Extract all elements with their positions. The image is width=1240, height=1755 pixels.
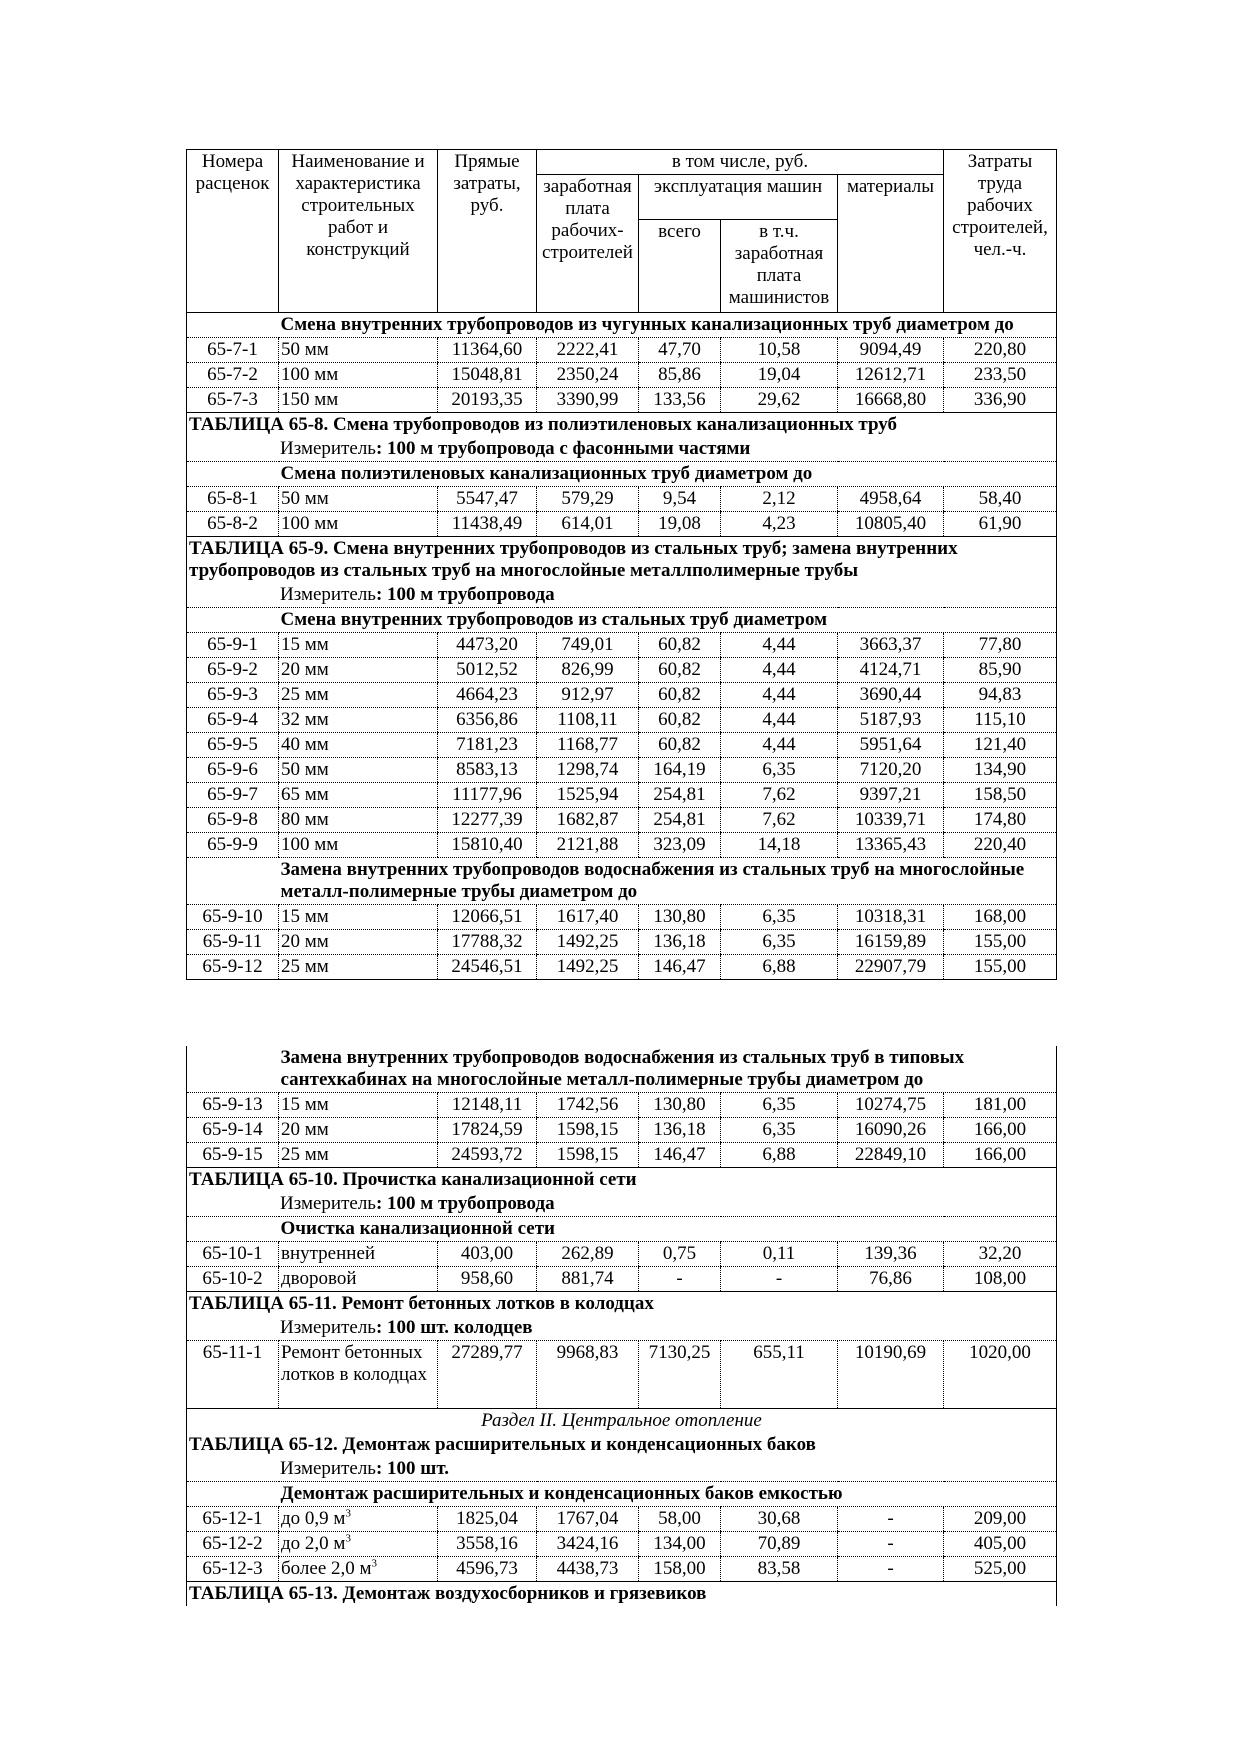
table-row: 65-9-10 15 мм 12066,51 1617,40 130,80 6,35 10318,31 168,00	[187, 905, 1057, 930]
table-title: ТАБЛИЦА 65-10. Прочистка канализационной сети	[187, 1168, 1057, 1193]
header-wages: заработная плата рабочих-строителей	[537, 175, 639, 313]
table-row: 65-9-1 15 мм 4473,20 749,01 60,82 4,44 3663,37 77,80	[187, 633, 1057, 658]
header-name: Наименование и характеристика строительных работ и конструкций	[279, 150, 438, 313]
meter-line: Измеритель: 100 м трубопровода	[187, 583, 1057, 608]
group-title: Замена внутренних трубопроводов водоснабжения из стальных труб на многослойные металл-полимерные трубы диаметром до	[279, 858, 1057, 905]
header-direct-costs: Прямые затраты, руб.	[438, 150, 537, 313]
table-row: 65-12-2 до 2,0 $м^3$ 3558,16 3424,16 134,00 70,89 - 405,00	[187, 1532, 1057, 1557]
header-including: в том числе, руб.	[537, 150, 944, 175]
header-labor: Затраты труда рабочих строителей, чел.-ч.	[944, 150, 1057, 313]
table-row: 65-9-15 25 мм 24593,72 1598,15 146,47 6,88 22849,10 166,00	[187, 1143, 1057, 1168]
rates-table-page-2	[186, 1046, 1057, 1606]
table-row: 65-9-9 100 мм 15810,40 2121,88 323,09 14,18 13365,43 220,40	[187, 833, 1057, 858]
table-row: 65-9-8 80 мм 12277,39 1682,87 254,81 7,62 10339,71 174,80	[187, 808, 1057, 833]
rates-table-page-1	[186, 149, 1057, 980]
table-title: ТАБЛИЦА 65-8. Смена трубопроводов из полиэтиленовых канализационных труб	[187, 413, 1057, 438]
table-row: 65-9-5 40 мм 7181,23 1168,77 60,82 4,44 5951,64 121,40	[187, 733, 1057, 758]
table-title: ТАБЛИЦА 65-12. Демонтаж расширительных и конденсационных баков	[187, 1433, 1057, 1457]
header-code: Номера расценок	[187, 150, 279, 313]
group-title: Замена внутренних трубопроводов водоснабжения из стальных труб в типовых сантехкабинах на многослойные металл-полимерные трубы диаметром до	[279, 1046, 1057, 1093]
table-row: 65-9-14 20 мм 17824,59 1598,15 136,18 6,35 16090,26 166,00	[187, 1118, 1057, 1143]
header-machines: эксплуатация машин	[639, 175, 838, 220]
table-row: 65-8-1 50 мм 5547,47 579,29 9,54 2,12 4958,64 58,40	[187, 487, 1057, 512]
meter-line: Измеритель: 100 шт. колодцев	[187, 1316, 1057, 1341]
table-row: 65-9-11 20 мм 17788,32 1492,25 136,18 6,35 16159,89 155,00	[187, 930, 1057, 955]
group-title: Очистка канализационной сети	[279, 1217, 1057, 1242]
table-row: 65-10-1 внутренней 403,00 262,89 0,75 0,11 139,36 32,20	[187, 1242, 1057, 1267]
table-row: 65-9-2 20 мм 5012,52 826,99 60,82 4,44 4124,71 85,90	[187, 658, 1057, 683]
meter-line: Измеритель: 100 м трубопровода	[187, 1192, 1057, 1217]
table-row: 65-9-3 25 мм 4664,23 912,97 60,82 4,44 3690,44 94,83	[187, 683, 1057, 708]
table-row: 65-10-2 дворовой 958,60 881,74 - - 76,86 108,00	[187, 1267, 1057, 1292]
table-row: 65-7-3 150 мм 20193,35 3390,99 133,56 29,62 16668,80 336,90	[187, 388, 1057, 413]
table-row: 65-7-2 100 мм 15048,81 2350,24 85,86 19,04 12612,71 233,50	[187, 363, 1057, 388]
meter-line: Измеритель: 100 шт.	[187, 1457, 1057, 1482]
group-title: Смена внутренних трубопроводов из стальных труб диаметром	[279, 608, 1057, 633]
group-title: Смена внутренних трубопроводов из чугунных канализационных труб диаметром до	[279, 313, 1057, 338]
table-row: 65-9-7 65 мм 11177,96 1525,94 254,81 7,62 9397,21 158,50	[187, 783, 1057, 808]
table-row: 65-9-4 32 мм 6356,86 1108,11 60,82 4,44 5187,93 115,10	[187, 708, 1057, 733]
group-title: Демонтаж расширительных и конденсационных баков емкостью	[279, 1482, 1057, 1507]
table-title: ТАБЛИЦА 65-13. Демонтаж воздухосборников и грязевиков	[187, 1582, 1057, 1607]
header-machines-total: всего	[639, 220, 721, 313]
table-row: 65-8-2 100 мм 11438,49 614,01 19,08 4,23 10805,40 61,90	[187, 512, 1057, 537]
table-row: 65-9-13 15 мм 12148,11 1742,56 130,80 6,35 10274,75 181,00	[187, 1093, 1057, 1118]
table-row: 65-7-1 50 мм 11364,60 2222,41 47,70 10,58 9094,49 220,80	[187, 338, 1057, 363]
table-row: 65-11-1 Ремонт бетонных лотков в колодцах 27289,77 9968,83 7130,25 655,11 10190,69 1020,00	[187, 1341, 1057, 1409]
header-machinist-wages: в т.ч. заработная плата машинистов	[721, 220, 838, 313]
table-row: 65-12-3 более 2,0 $м^3$ 4596,73 4438,73 158,00 83,58 - 525,00	[187, 1557, 1057, 1582]
table-title: ТАБЛИЦА 65-11. Ремонт бетонных лотков в колодцах	[187, 1292, 1057, 1317]
table-row: 65-12-1 до 0,9 $м^3$ 1825,04 1767,04 58,00 30,68 - 209,00	[187, 1507, 1057, 1532]
header-materials: материалы	[838, 175, 944, 313]
table-row: 65-9-12 25 мм 24546,51 1492,25 146,47 6,88 22907,79 155,00	[187, 955, 1057, 980]
section-heading: Раздел II. Центральное отопление	[187, 1409, 1057, 1434]
meter-line: Измеритель: 100 м трубопровода с фасонными частями	[187, 437, 1057, 462]
group-title: Смена полиэтиленовых канализационных труб диаметром до	[279, 462, 1057, 487]
table-title: ТАБЛИЦА 65-9. Смена внутренних трубопроводов из стальных труб; замена внутренних трубопроводов из стальных труб на многослойные металлполимерные трубы	[187, 537, 1057, 584]
table-row: 65-9-6 50 мм 8583,13 1298,74 164,19 6,35 7120,20 134,90	[187, 758, 1057, 783]
